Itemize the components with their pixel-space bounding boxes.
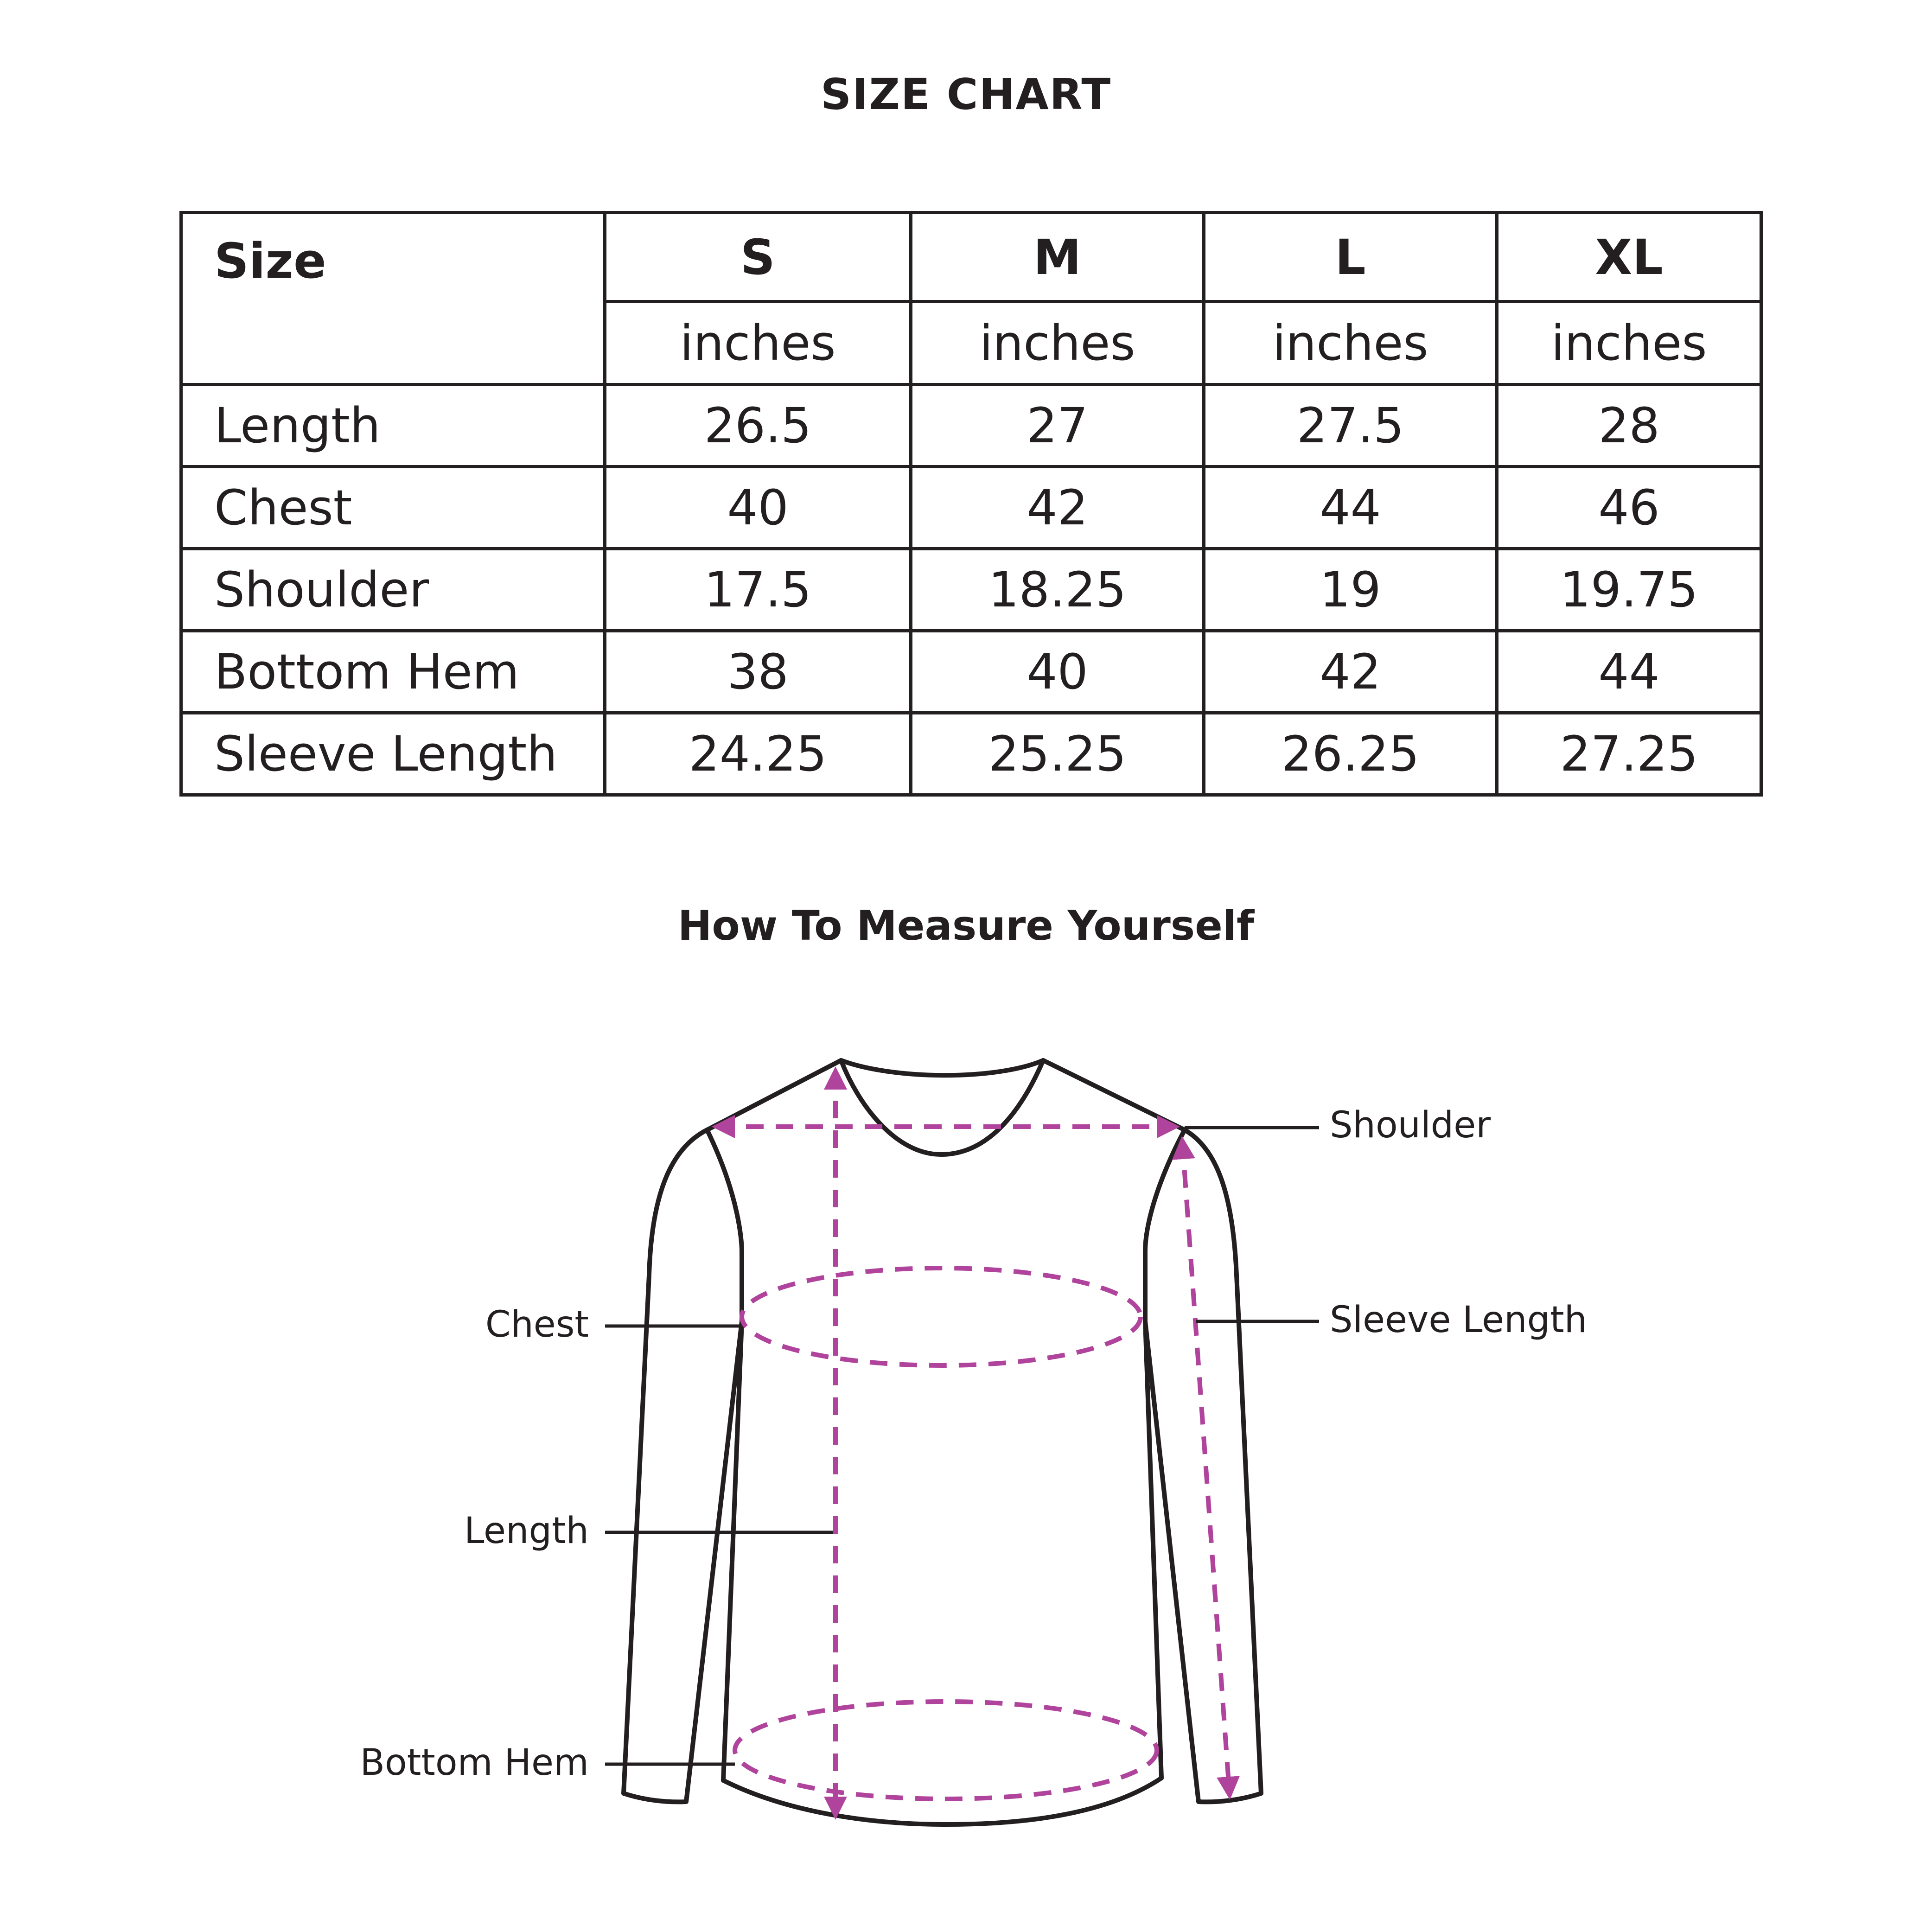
size-m-header: M xyxy=(911,213,1204,302)
table-cell: 40 xyxy=(911,631,1204,713)
table-cell: 27 xyxy=(911,385,1204,467)
callout-leaders xyxy=(605,1128,1319,1764)
table-cell: 44 xyxy=(1497,631,1761,713)
row-label: Chest xyxy=(181,467,605,549)
table-cell: 38 xyxy=(605,631,911,713)
shirt-outline xyxy=(624,1060,1261,1824)
row-label: Length xyxy=(181,385,605,467)
table-cell: 46 xyxy=(1497,467,1761,549)
table-cell: 42 xyxy=(1204,631,1497,713)
table-cell: 26.25 xyxy=(1204,713,1497,795)
table-cell: 26.5 xyxy=(605,385,911,467)
table-cell: 27.25 xyxy=(1497,713,1761,795)
measurement-guides xyxy=(716,1071,1230,1815)
size-header-label: Size xyxy=(181,213,605,385)
right-sleeve-outline xyxy=(1145,1130,1261,1802)
table-cell: 19 xyxy=(1204,549,1497,631)
row-label: Sleeve Length xyxy=(181,713,605,795)
table-cell: 42 xyxy=(911,467,1204,549)
neckline xyxy=(841,1060,1043,1154)
table-cell: 18.25 xyxy=(911,549,1204,631)
shirt-body-outline xyxy=(707,1060,1185,1824)
size-xl-header: XL xyxy=(1497,213,1761,302)
size-chart-title: SIZE CHART xyxy=(820,70,1112,119)
bottom-hem-callout-label: Bottom Hem xyxy=(360,1742,589,1784)
unit-label: inches xyxy=(1497,302,1761,385)
measure-guide-title: How To Measure Yourself xyxy=(677,902,1255,950)
unit-label: inches xyxy=(605,302,911,385)
table-cell: 24.25 xyxy=(605,713,911,795)
table-cell: 40 xyxy=(605,467,911,549)
table-cell: 27.5 xyxy=(1204,385,1497,467)
unit-label: inches xyxy=(911,302,1204,385)
size-s-header: S xyxy=(605,213,911,302)
sleeve-length-callout-label: Sleeve Length xyxy=(1330,1299,1588,1341)
table-cell: 25.25 xyxy=(911,713,1204,795)
bottom-hem-measure-ellipse xyxy=(735,1702,1157,1799)
table-cell: 17.5 xyxy=(605,549,911,631)
unit-label: inches xyxy=(1204,302,1497,385)
table-cell: 44 xyxy=(1204,467,1497,549)
table-cell: 28 xyxy=(1497,385,1761,467)
table-cell: 19.75 xyxy=(1497,549,1761,631)
left-sleeve-outline xyxy=(624,1130,742,1802)
size-l-header: L xyxy=(1204,213,1497,302)
row-label: Bottom Hem xyxy=(181,631,605,713)
chest-measure-ellipse xyxy=(742,1268,1141,1365)
row-label: Shoulder xyxy=(181,549,605,631)
sleeve-length-measure-line xyxy=(1182,1141,1230,1795)
length-callout-label: Length xyxy=(464,1510,589,1552)
chest-callout-label: Chest xyxy=(485,1304,589,1345)
shoulder-callout-label: Shoulder xyxy=(1330,1104,1491,1146)
